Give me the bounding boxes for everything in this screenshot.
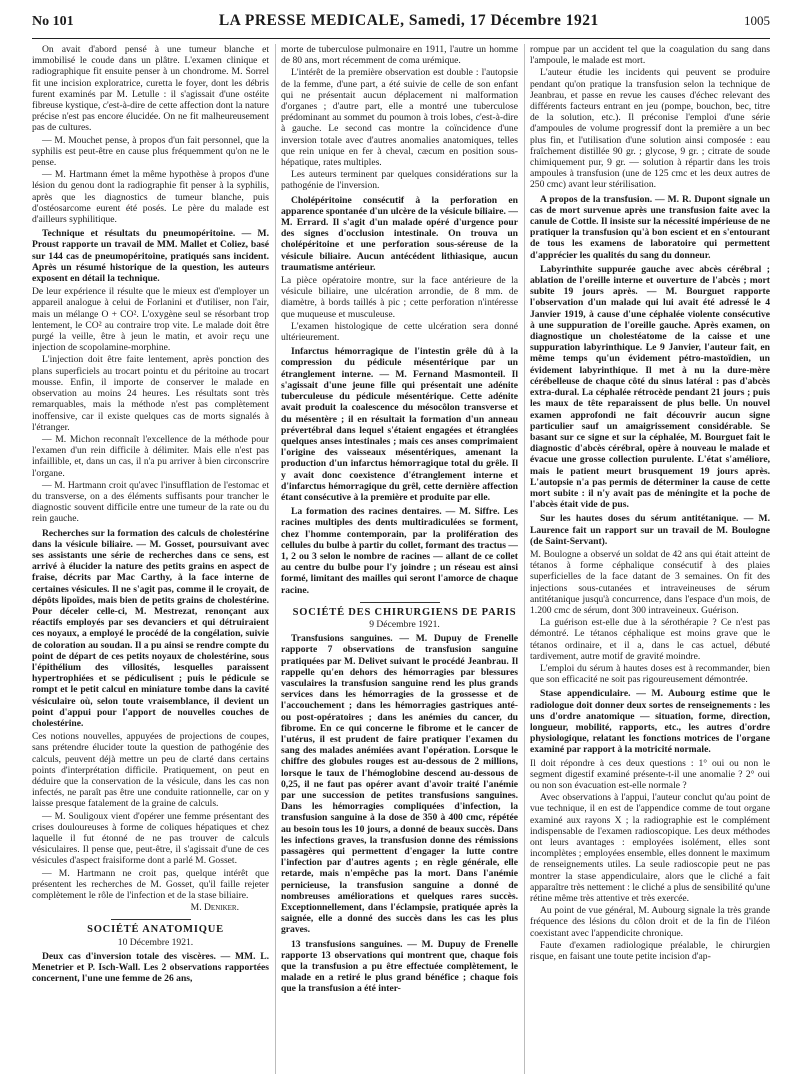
article-heading: Deux cas d'inversion totale des viscères. — MM. L. Menetrier et P. Isch-Wall. Les 2 observations rapportées concernent, l'une une femme de 26 ans,	[32, 950, 269, 985]
paragraph: — M. Hartmann ne croit pas, quelque intérêt que présentent les recherches de M. Gosset, qu'il faille rejeter complètement le rôle de l'infection et de la stase biliaire.	[32, 867, 269, 902]
paragraph: La guérison est-elle due à la sérothérapie ? Ce n'est pas démontré. Le tétanos céphalique est moins grave que le tétanos ordinaire, et il a, dans le cas actuel, débuté tardivement, autre motif de gravité moindre.	[530, 617, 770, 662]
paragraph: Il doit répondre à ces deux questions : 1° oui ou non le segment digestif examiné présente-t-il une anomalie ? 2° oui ou non son évacuation est-elle normale ?	[530, 757, 770, 791]
paragraph: L'emploi du sérum à hautes doses est à recommander, bien que son efficacité ne soit pas rigoureusement démontrée.	[530, 662, 770, 686]
paragraph: L'injection doit être faite lentement, après ponction des plans superficiels au trocart pointu et du péritoine au trocart mousse. Enfin, il importe de conserver le malade en observation au moins 24 heures. Les résultats sont très remarquables, mais la méthode n'est pas complètement inoffensive, car il existe quelques cas de morts signalés à l'étranger.	[32, 354, 269, 433]
article-heading: Cholépéritoine consécutif à la perforation en apparence spontanée d'un ulcère de la vésicule biliaire. — M. Errard. Il s'agit d'un malade opéré d'urgence pour des signes d'occlusion intestinale. On trouva un cholépéritoine et une perforation sous-séreuse de la vésicule biliaire. Aucun antécédent lithiasique, aucun traumatisme antérieur.	[281, 194, 518, 273]
article-heading: La formation des racines dentaires. — M. Siffre. Les racines multiples des dents multiradiculées se forment, chez l'homme contemporain, par la prolifération des cellules du bulbe à partir du collet, formant des tractus — 1, 2 ou 3 selon le nombre de racines — allant de ce collet au centre du bulbe pour l'y joindre ; un réseau est ainsi formé, limitant des mailles qui seront l'amorce de chaque racine.	[281, 506, 518, 596]
article-heading: 13 transfusions sanguines. — M. Dupuy de Frenelle rapporte 13 observations qui montrent que, chaque fois que la transfusion a pu être effectuée complètement, le malade en a retiré le plus grand bénéfice ; chaque fois que la transfusion a été inter-	[281, 938, 518, 995]
paragraph: M. Boulogne a observé un soldat de 42 ans qui était atteint de tétanos à forme céphalique consécutif à des plaies superficielles de la face datant de 3 semaines. On fit des injections sous-cutanées et intraveineuses de sérum antitétanique jusqu'à concurrence, dans l'espace d'un mois, de 1.200 cmc de sérum, dont 300 intraveineux. Guérison.	[530, 548, 770, 616]
column-divider	[524, 44, 525, 1074]
paragraph: — M. Mouchet pense, à propos d'un fait personnel, que la syphilis est peut-être en cause plus fréquemment qu'on ne le pense.	[32, 134, 269, 169]
paragraph: L'examen histologique de cette ulcération sera donné ultérieurement.	[281, 320, 518, 344]
column-2	[281, 44, 518, 1074]
column-divider	[275, 44, 276, 1074]
section-title: SOCIÉTÉ ANATOMIQUE	[87, 924, 224, 936]
page-header	[32, 12, 770, 34]
article-heading: A propos de la transfusion. — M. R. Dupont signale un cas de mort survenue après une transfusion faite avec la canule de Cottle. Il insiste sur la nécessité impérieuse de ne pratiquer la transfusion qu'à bon escient et en s'entourant de tous les examens de laboratoire qui permettent d'apprécier les qualités du sang du donneur.	[530, 193, 770, 261]
article-heading: Recherches sur la formation des calculs de cholestérine dans la vésicule biliaire. — M. Gosset, poursuivant avec ses assistants une série de recherches dans ce sens, est arrivé à élucider la nature des petits grains en aspect de fraise, décrits par Mac Carthy, à la face interne de certaines vésicules. Il ne s'agit pas, comme il le croyait, de dépôts lipoïdes, mais bien de petits grains de cholestérine. Pour déceler celle-ci, M. Mestrezat, renonçant aux réactifs employés par ses devanciers et qui détruiraient ces noyaux, a employé le procédé de la congélation, suivie de coloration au soudan. Il a pu ainsi se rendre compte du point de départ de ces petits noyaux de cholestérine, sous l'épithélium des villosités, lesquelles paraissent hypertrophiées et se pédiculisent ; puis le pédicule se rompt et le petit calcul en miniature tombe dans la cavité vésiculaire où, selon toute vraisemblance, il devient un point d'appui pour l'apport de nouvelles couches de cholestérine.	[32, 527, 269, 729]
article-heading: Infarctus hémorragique de l'intestin grêle dû à la compression du pédicule mésentérique par un étranglement interne. — M. Fernand Masmonteil. Il s'agissait d'une jeune fille qui présentait une adénite tuberculeuse du pédicule mésentérique. Cette adénite avait produit la coalescence du mésocôlon transverse et du mésentère ; il en résultait la formation d'un anneau prévertébral dans lequel s'étaient engagées et étranglées quelques anses intestinales ; mais ces anses comprimaient l'origine des vaisseaux mésentériques, amenant la production d'un infarctus hémorragique total du grêle. Il y avait donc coexistence d'étranglement interne et d'infarctus hémorragique du grêl, cette dernière affection étant consécutive à la première et produite par elle.	[281, 346, 518, 503]
author-signature: M. Deniker.	[190, 902, 239, 914]
paragraph: rompue par un accident tel que la coagulation du sang dans l'ampoule, le malade est mort.	[530, 44, 770, 67]
paragraph: morte de tuberculose pulmonaire en 1911, l'autre un homme de 80 ans, mort récemment de coma urémique.	[281, 44, 518, 67]
paragraph: On avait d'abord pensé à une tumeur blanche et immobilisé le coude dans un plâtre. L'examen clinique et radiographique fit ensuite penser à un chondrome. M. Sorrel fit une incision exploratrice, curetta le foyer, dont les débris furent examinés par M. Letulle : il s'agissait d'une ostéite fibreuse kystique, c'est-à-dire de cette affection dont la nature précise n'est pas encore élucidée. On ne fit malheureusement pas de cultures.	[32, 44, 269, 134]
header-rule	[32, 38, 770, 39]
paragraph: Au point de vue général, M. Aubourg signale la très grande fréquence des lésions du côlon droit et de la fin de l'iléon coexistant avec l'appendicite chronique.	[530, 905, 770, 939]
article-heading: Technique et résultats du pneumopéritoine. — M. Proust rapporte un travail de MM. Mallet et Coliez, basé sur 144 cas de pneumopéritoine, pratiqués sans incident. Après un résumé historique de la question, les auteurs exposent en détail la technique.	[32, 228, 269, 285]
section-rule	[360, 602, 440, 603]
paragraph: De leur expérience il résulte que le mieux est d'employer un appareil analogue à celui de Forlanini et d'utiliser, non l'air, mais un mélange O + CO². L'oxygène seul se résorbant trop lentement, le CO² au contraire trop vite. Le malade doit être purgé la veille, être à jeun le matin, et avoir reçu une injection de scopolamine-morphine.	[32, 286, 269, 354]
article-heading: Labyrinthite suppurée gauche avec abcès cérébral ; ablation de l'oreille interne et ouverture de l'abcès ; mort subite 19 jours après. — M. Bourguet rapporte l'observation d'un malade qui lui avait été adressé le 4 Janvier 1919, à cause d'une céphalée violente consécutive à une suppuration de l'oreille gauche. Après examen, on diagnostique un cholestéatome de la caisse et une suppuration labyrinthique. Le 9 Janvier, l'auteur fait, en même temps qu'un évidement pétro-mastoïdien, un évidement labyrinthique. Il met à nu la dure-mère cérébelleuse de chaque côté du sinus latéral : pas d'abcès extra-dural. La céphalée rétrocède pendant 21 jours ; puis les maux de tête reparaissent de plus belle. Un nouvel examen approfondi ne fait découvrir aucun signe particulier sauf un amaigrissement considérable. Se basant sur ce signe et sur la céphalée, M. Bourguet fait le diagnostic d'abcès cérébral, opère à nouveau le malade et évacue une grosse collection purulente. L'état s'améliore, mais le patient meurt brusquement 19 jours après. L'autopsie n'a pas permis de déterminer la cause de cette mort subite : il n'y avait pas de méningite et la poche de l'abcès était vide de pus.	[530, 263, 770, 511]
paragraph: Faute d'examen radiologique préalable, le chirurgien risque, en faisant une toute petite incision d'ap-	[530, 939, 770, 963]
article-heading: Transfusions sanguines. — M. Dupuy de Frenelle rapporte 7 observations de transfusion sanguine pratiquées par M. Delivet suivant le procédé Jeanbrau. Il rappelle qu'en dehors des hémorragies par blessures vasculaires la transfusion sanguine rend les plus grands services dans les hémorragies de la grossesse et de l'accouchement ; dans les hémorragies gastriques anté- ou post-opératoires ; dans les anémies du cancer, du fibrome. En ce qui concerne le fibrome et le cancer de l'utérus, il est prudent de faire pratiquer l'examen du sang des malades anémiées avant l'opération. Lorsque le chiffre des globules rouges est au-dessous de 2 millions, lorsque le taux de l'hémoglobine descend au-dessous de 0,25, il ne faut pas opérer avant d'avoir traité l'anémie par une succession de petites transfusions sanguines. Dans les hémorragies compliquées d'infection, la transfusion sanguine à la dose de 350 à 400 cmc, répétée au besoin tous les 10 jours, a donné de beaux succès. Dans les infections graves, la transfusion donne des rémissions passagères qui permettent d'engager la lutte contre l'infection par d'autres agents ; en règle générale, elle retarde, mais n'empêche pas la mort. Dans l'anémie pernicieuse, la transfusion sanguine a donné de nombreuses améliorations et quelques rares succès. Exceptionnellement, dans l'éclampsie, pratiquée après la saignée, elle a donné des succès dans les cas les plus graves.	[281, 633, 518, 936]
section-date: 9 Décembre 1921.	[369, 618, 440, 630]
issue-number: No 101	[32, 14, 74, 29]
journal-title: LA PRESSE MEDICALE, Samedi, 17 Décembre 1921	[218, 12, 599, 29]
paragraph: — M. Souligoux vient d'opérer une femme présentant des crises douloureuses à forme de coliques hépatiques et chez laquelle il fut étonné de ne pas trouver de calculs vésiculaires. Il pense que, peut-être, il s'agissait d'une de ces vésicules d'aspect fraisiforme dont a parlé M. Gosset.	[32, 810, 269, 867]
article-heading: Stase appendiculaire. — M. Aubourg estime que le radiologue doit donner deux sortes de renseignements : les uns d'ordre anatomique — situation, forme, direction, longueur, mobilité, rapports, etc., les autres d'ordre physiologique, relatant les fonctions motrices de l'organe examiné par rapport à la motricité normale.	[530, 688, 770, 756]
column-3	[530, 44, 770, 1074]
article-heading: Sur les hautes doses du sérum antitétanique. — M. Laurence fait un rapport sur un travail de M. Boulogne (de Saint-Servant).	[530, 513, 770, 547]
paragraph: L'intérêt de la première observation est double : l'autopsie de la femme, d'une part, a été suivie de celle de son enfant qui ne présentait aucun déplacement ni malformation d'organes ; d'autre part, elle a montré une tuberculose prédominant au sommet du poumon à trois lobes, c'est-à-dire à gauche. Le second cas montre la coïncidence d'une inversion totale avec d'autres anomalies anatomiques, telles que rein unique en fer à cheval, cæcum en position sous-hépatique, rates multiples.	[281, 67, 518, 169]
page-number: 1005	[743, 13, 770, 28]
paragraph: Avec observations à l'appui, l'auteur conclut qu'au point de vue technique, il en est de l'appendice comme de tout organe examiné aux rayons X ; la radiographie est le complément indispensable de l'examen radioscopique. Les deux méthodes ont leurs avantages : employées isolément, elles sont incomplètes ; employées ensemble, elles donnent le maximum de renseignements utiles. La seule radioscopie peut ne pas montrer la stase appendiculaire, alors que le cliché a fait apparaître très nettement : le cliché a plus de sensibilité qu'une rétine même très attentive et très exercée.	[530, 792, 770, 905]
section-rule	[111, 919, 191, 920]
section-date: 10 Décembre 1921.	[117, 936, 194, 948]
column-1	[32, 44, 269, 1074]
paragraph: — M. Michon reconnaît l'excellence de la méthode pour l'examen d'un rein difficile à délimiter. Mais elle n'est pas infaillible, et, dans un cas, il n'a pu arriver à bien circonscrire l'organe.	[32, 433, 269, 479]
paragraph: — M. Hartmann émet la même hypothèse à propos d'une lésion du genou dont la radiographie fit penser à la syphilis, après que les diagnostics de tumeur blanche, puis d'ostéosarcome eurent été posés. Le père du malade est d'ailleurs syphilitique.	[32, 169, 269, 226]
paragraph: L'auteur étudie les incidents qui peuvent se produire pendant qu'on pratique la transfusion selon la technique de Jeanbrau, et passe en revue les causes d'échec relevant des différents facteurs entrant en jeu (pompe, bouchon, bec, titre de la solution, etc.). Il préconise l'emploi d'une série d'ampoules de volume progressif dont la première a un bec plus fin, et l'utilisation d'une solution ainsi composée : eau fraîchement distillée 90 gr. ; glycose, 9 gr. ; citrate de soude chimiquement pur, 9 gr. — solution à répartir dans les trois ampoules à transfusion (une de 125 cmc et les deux autres de 250 cmc) avant leur stérilisation.	[530, 67, 770, 191]
paragraph: La pièce opératoire montre, sur la face antérieure de la vésicule biliaire, une ulcération arrondie, de 8 mm. de diamètre, à bords taillés à pic ; cette perforation n'intéresse que muqueuse et musculeuse.	[281, 275, 518, 320]
paragraph: Ces notions nouvelles, appuyées de projections de coupes, sans prétendre élucider toute la question de pathogénie des calculs, peuvent déjà mettre un peu de clarté dans certains points d'interprétation difficile. Pratiquement, on peut en déduire que la conservation de la vésicule, dans les cas non infectés, ne paraît pas être une conduite rationnelle, car on y laisse presque fatalement de la graine de calculs.	[32, 731, 269, 810]
paragraph: Les auteurs terminent par quelques considérations sur la pathogénie de l'inversion.	[281, 169, 518, 192]
paragraph: — M. Hartmann croit qu'avec l'insufflation de l'estomac et du transverse, on a des éléments suffisants pour trancher le diagnostic souvent difficile entre une tumeur de la rate ou du rein gauche.	[32, 479, 269, 525]
section-title: SOCIÉTÉ DES CHIRURGIENS DE PARIS	[292, 606, 517, 618]
